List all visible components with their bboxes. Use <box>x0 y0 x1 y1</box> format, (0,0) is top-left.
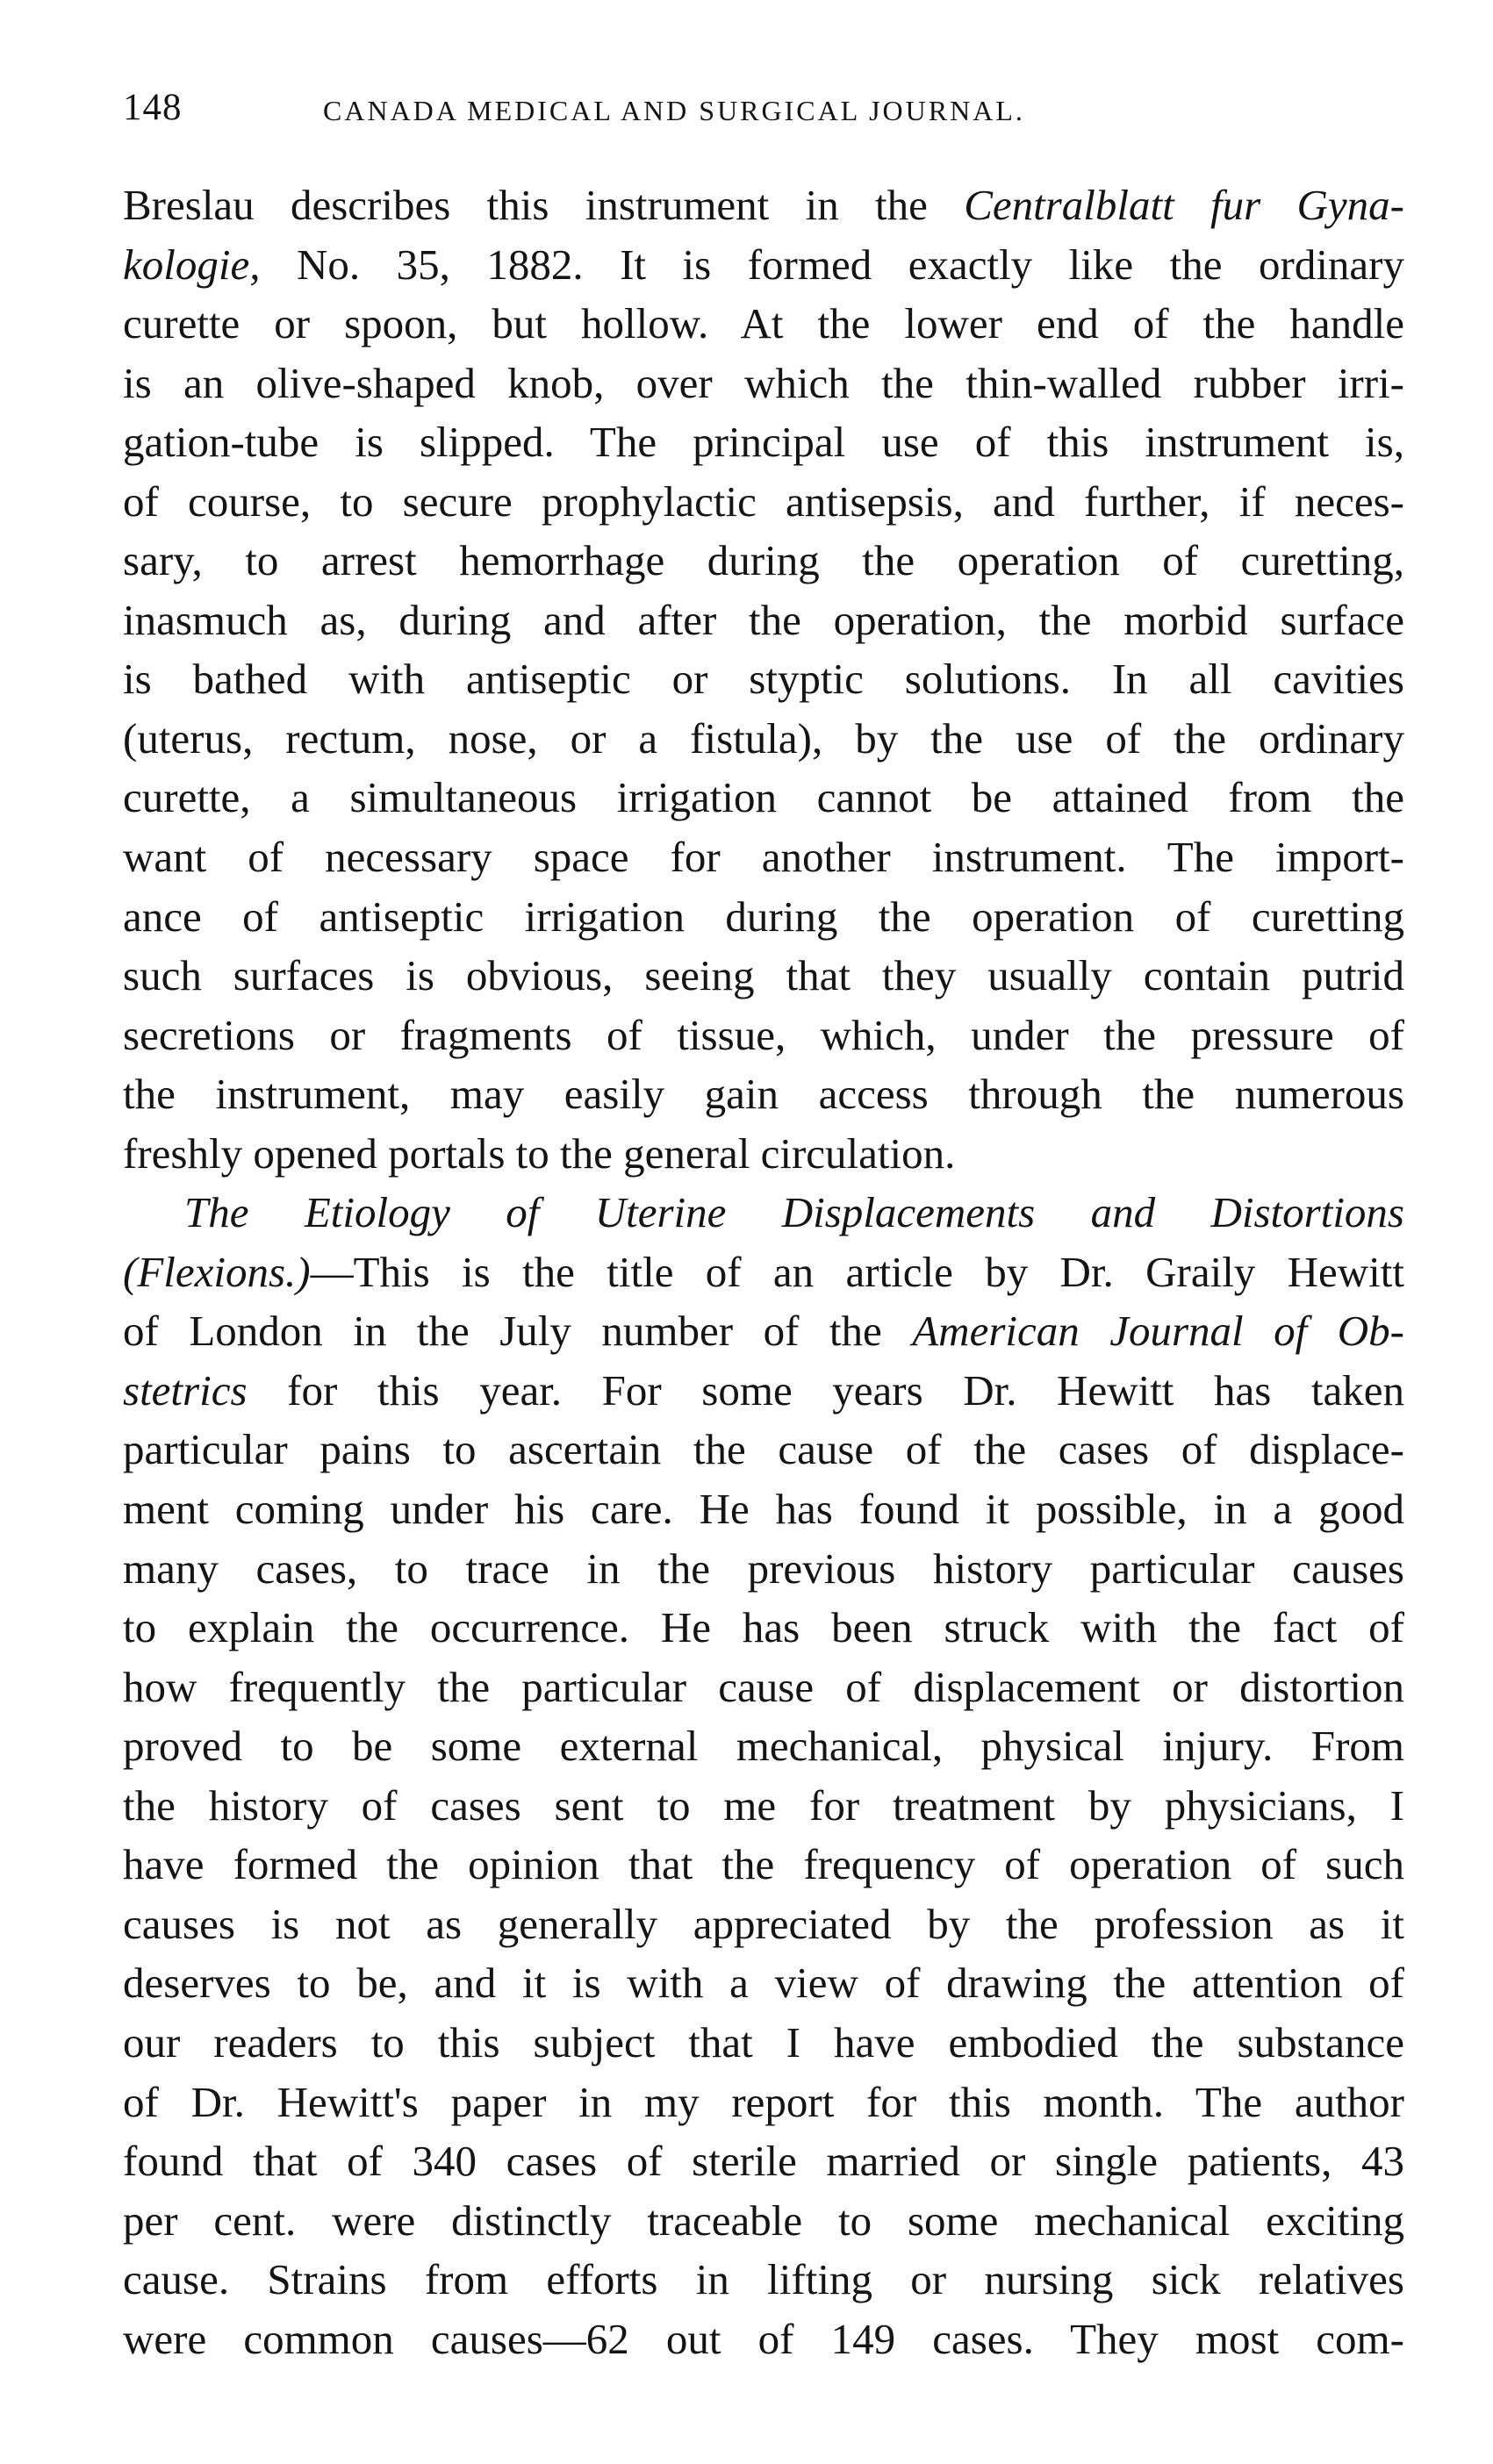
text-segment: how frequently the particular cause of displacement or distortion <box>123 1662 1404 1711</box>
text-line <box>123 591 1404 650</box>
text-line <box>123 709 1404 769</box>
italic-text-segment: American Journal of Ob- <box>912 1307 1404 1356</box>
text-segment: the instrument, may easily gain access through the numerous <box>123 1070 1404 1119</box>
page-header <box>123 86 1404 139</box>
text-segment: such surfaces is obvious, seeing that they usually contain putrid <box>123 951 1404 1000</box>
text-line <box>123 2250 1404 2310</box>
text-line <box>123 472 1404 532</box>
text-segment: of Dr. Hewitt's paper in my report for this month. The author <box>123 2077 1404 2126</box>
italic-text-segment: The Etiology of Uterine Displacements and Distortions <box>184 1188 1404 1237</box>
text-line <box>123 175 1404 235</box>
italic-text-segment: kologie, <box>123 240 261 289</box>
italic-text-segment: Centralblatt fur Gyna- <box>964 181 1404 229</box>
text-segment: of London in the July number of the <box>123 1307 913 1356</box>
text-line <box>123 1243 1404 1302</box>
text-line <box>123 649 1404 709</box>
text-segment: gation-tube is slipped. The principal use of this instrument is, <box>123 418 1404 467</box>
page-number: 148 <box>123 87 183 128</box>
text-line <box>123 2191 1404 2251</box>
text-line <box>123 827 1404 887</box>
text-segment: have formed the opinion that the frequency of operation of such <box>123 1840 1404 1889</box>
text-segment: inasmuch as, during and after the operation, the morbid surface <box>123 595 1404 644</box>
text-segment: No. 35, 1882. It is formed exactly like the ordinary <box>260 240 1404 289</box>
text-segment: curette or spoon, but hollow. At the lower end of the handle <box>123 299 1404 348</box>
body-text <box>123 175 1404 2368</box>
text-line <box>123 1361 1404 1421</box>
text-line <box>123 531 1404 591</box>
text-line <box>123 1716 1404 1776</box>
text-segment: freshly opened portals to the general circulation. <box>123 1128 956 1178</box>
text-line <box>123 946 1404 1006</box>
text-line <box>123 2310 1404 2369</box>
text-segment: deserves to be, and it is with a view of drawing the attention of <box>123 1959 1404 2008</box>
text-segment: curette, a simultaneous irrigation cannot be attained from the <box>123 773 1404 822</box>
text-line <box>123 768 1404 827</box>
text-line <box>123 1124 1404 1184</box>
text-line <box>123 1895 1404 1954</box>
text-segment: causes is not as generally appreciated by the profession as it <box>123 1899 1404 1948</box>
text-segment: found that of 340 cases of sterile married or single patients, 43 <box>123 2137 1404 2186</box>
text-segment: —This is the title of an article by Dr. Graily Hewitt <box>310 1247 1404 1296</box>
text-line <box>123 1835 1404 1895</box>
text-line <box>123 1539 1404 1599</box>
text-line <box>123 1064 1404 1124</box>
text-segment: our readers to this subject that I have embodied the substance <box>123 2017 1404 2066</box>
text-segment: particular pains to ascertain the cause of the cases of displace- <box>123 1425 1404 1474</box>
text-segment: per cent. were distinctly traceable to some mechanical exciting <box>123 2195 1404 2245</box>
text-line <box>123 2073 1404 2132</box>
text-segment: the history of cases sent to me for treatment by physicians, I <box>123 1780 1404 1830</box>
text-line <box>123 1776 1404 1836</box>
text-line <box>123 1953 1404 2013</box>
text-segment: for this year. For some years Dr. Hewitt has taken <box>247 1365 1404 1415</box>
italic-text-segment: stetrics <box>123 1365 248 1415</box>
text-line <box>123 1183 1404 1243</box>
text-segment: sary, to arrest hemorrhage during the operation of curetting, <box>123 536 1404 585</box>
text-line <box>123 1301 1404 1361</box>
text-segment: many cases, to trace in the previous history particular causes <box>123 1544 1404 1593</box>
text-line <box>123 294 1404 354</box>
text-segment: secretions or fragments of tissue, which, under the pressure of <box>123 1010 1404 1059</box>
text-segment: (uterus, rectum, nose, or a fistula), by the use of the ordinary <box>123 713 1404 763</box>
text-segment: to explain the occurrence. He has been struck with the fact of <box>123 1603 1404 1652</box>
text-segment: ment coming under his care. He has found it possible, in a good <box>123 1485 1404 1534</box>
text-segment: is an olive-shaped knob, over which the thin-walled rubber irri- <box>123 358 1404 407</box>
text-line <box>123 1598 1404 1658</box>
text-line <box>123 1006 1404 1065</box>
text-line <box>123 235 1404 295</box>
text-segment: were common causes—62 out of 149 cases. They most com- <box>123 2314 1404 2363</box>
text-line <box>123 887 1404 947</box>
text-line <box>123 1420 1404 1479</box>
italic-text-segment: (Flexions.) <box>123 1247 311 1296</box>
text-line <box>123 1658 1404 1717</box>
text-line <box>123 354 1404 413</box>
text-segment: of course, to secure prophylactic antisepsis, and further, if neces- <box>123 476 1404 526</box>
text-line <box>123 412 1404 472</box>
text-segment: Breslau describes this instrument in the <box>123 181 965 229</box>
text-line <box>123 2013 1404 2073</box>
text-segment: is bathed with antiseptic or styptic solutions. In all cavities <box>123 655 1404 704</box>
text-segment: cause. Strains from efforts in lifting or nursing sick relatives <box>123 2255 1404 2304</box>
running-head: CANADA MEDICAL AND SURGICAL JOURNAL. <box>323 95 1025 126</box>
text-segment: proved to be some external mechanical, physical injury. From <box>123 1722 1404 1771</box>
text-segment: ance of antiseptic irrigation during the operation of curetting <box>123 892 1404 941</box>
text-line <box>123 1479 1404 1539</box>
text-segment: want of necessary space for another instrument. The import- <box>123 833 1404 882</box>
text-line <box>123 2131 1404 2191</box>
